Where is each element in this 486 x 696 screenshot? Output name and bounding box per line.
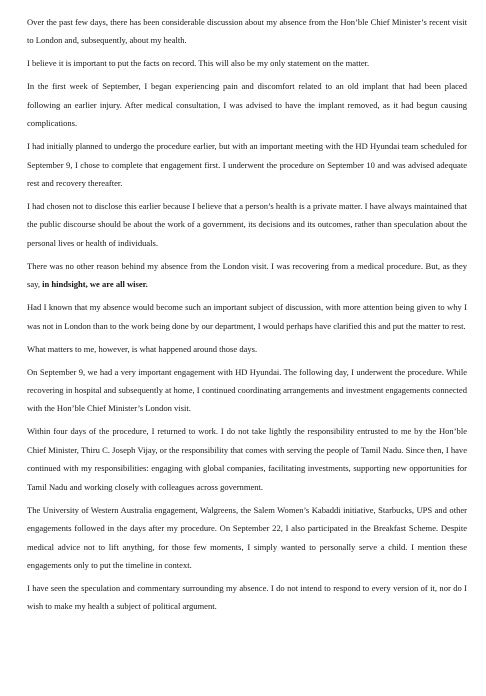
paragraph-2: I believe it is important to put the facts on record. This will also be my only statement on the matter. — [27, 58, 370, 69]
paragraph-10: Within four days of the procedure, I returned to work. I do not take lightly the responsibility entrusted to me by the Hon’ble Chief Minister, Thiru C. Joseph Vijay, or the responsibility that comes with serving the people of Tamil Nadu. Since then, I have continued with my responsibilities: engaging with global companies, facilitating investments, supporting new opportunities for Tamil Nadu and working closely with colleagues across government. — [27, 426, 467, 492]
paragraph-1: Over the past few days, there has been considerable discussion about my absence from the Hon’ble Chief Minister’s recent visit to London and, subsequently, about my health. — [27, 17, 467, 46]
paragraph-4: I had initially planned to undergo the procedure earlier, but with an important meeting with the HD Hyundai team scheduled for September 9, I chose to complete that engagement first. I underwent the procedure on September 10 and was advised adequate rest and recovery thereafter. — [27, 141, 467, 189]
paragraph-12: I have seen the speculation and commentary surrounding my absence. I do not intend to respond to every version of it, nor do I wish to make my health a subject of political argument. — [27, 582, 467, 612]
paragraph-3: In the first week of September, I began experiencing pain and discomfort related to an old implant that had been placed following an earlier injury. After medical consultation, I was advised to have the implant removed, as it had begun causing complications. — [27, 81, 467, 129]
paragraph-11: The University of Western Australia engagement, Walgreens, the Salem Women’s Kabaddi initiative, Starbucks, UPS and other engagements followed in the days after my procedure. On September 22, I also participated in the Breakfast Scheme. Despite medical advice not to lift anything, for those few moments, I simply wanted to personally serve a child. I mention these engagements only to put the timeline in context. — [27, 504, 467, 570]
paragraph-6 — [27, 257, 467, 294]
paragraph-5: I had chosen not to disclose this earlier because I believe that a person’s health is a private matter. I have always maintained that the public discourse should be about the work of a government, its decisions and its outcomes, rather than speculation about the personal lives or health of individuals. — [27, 201, 467, 248]
paragraph-6-text: There was no other reason behind my absence from the London visit. I was recovering from a medical procedure. But, as they say, — [27, 260, 467, 290]
paragraph-9: On September 9, we had a very important engagement with HD Hyundai. The following day, I underwent the procedure. While recovering in hospital and subsequently at home, I continued coordinating arrangements and investment engagements connected with the Hon’ble Chief Minister’s London visit. — [27, 366, 467, 414]
paragraph-6-emphasis: in hindsight, we are all wiser. — [42, 279, 148, 290]
paragraph-7: Had I known that my absence would become such an important subject of discussion, with more attention being given to why I was not in London than to the work being done by our department, I would perhaps have clarified this and put the matter to rest. — [27, 302, 467, 331]
paragraph-8: What matters to me, however, is what happened around those days. — [27, 343, 258, 354]
